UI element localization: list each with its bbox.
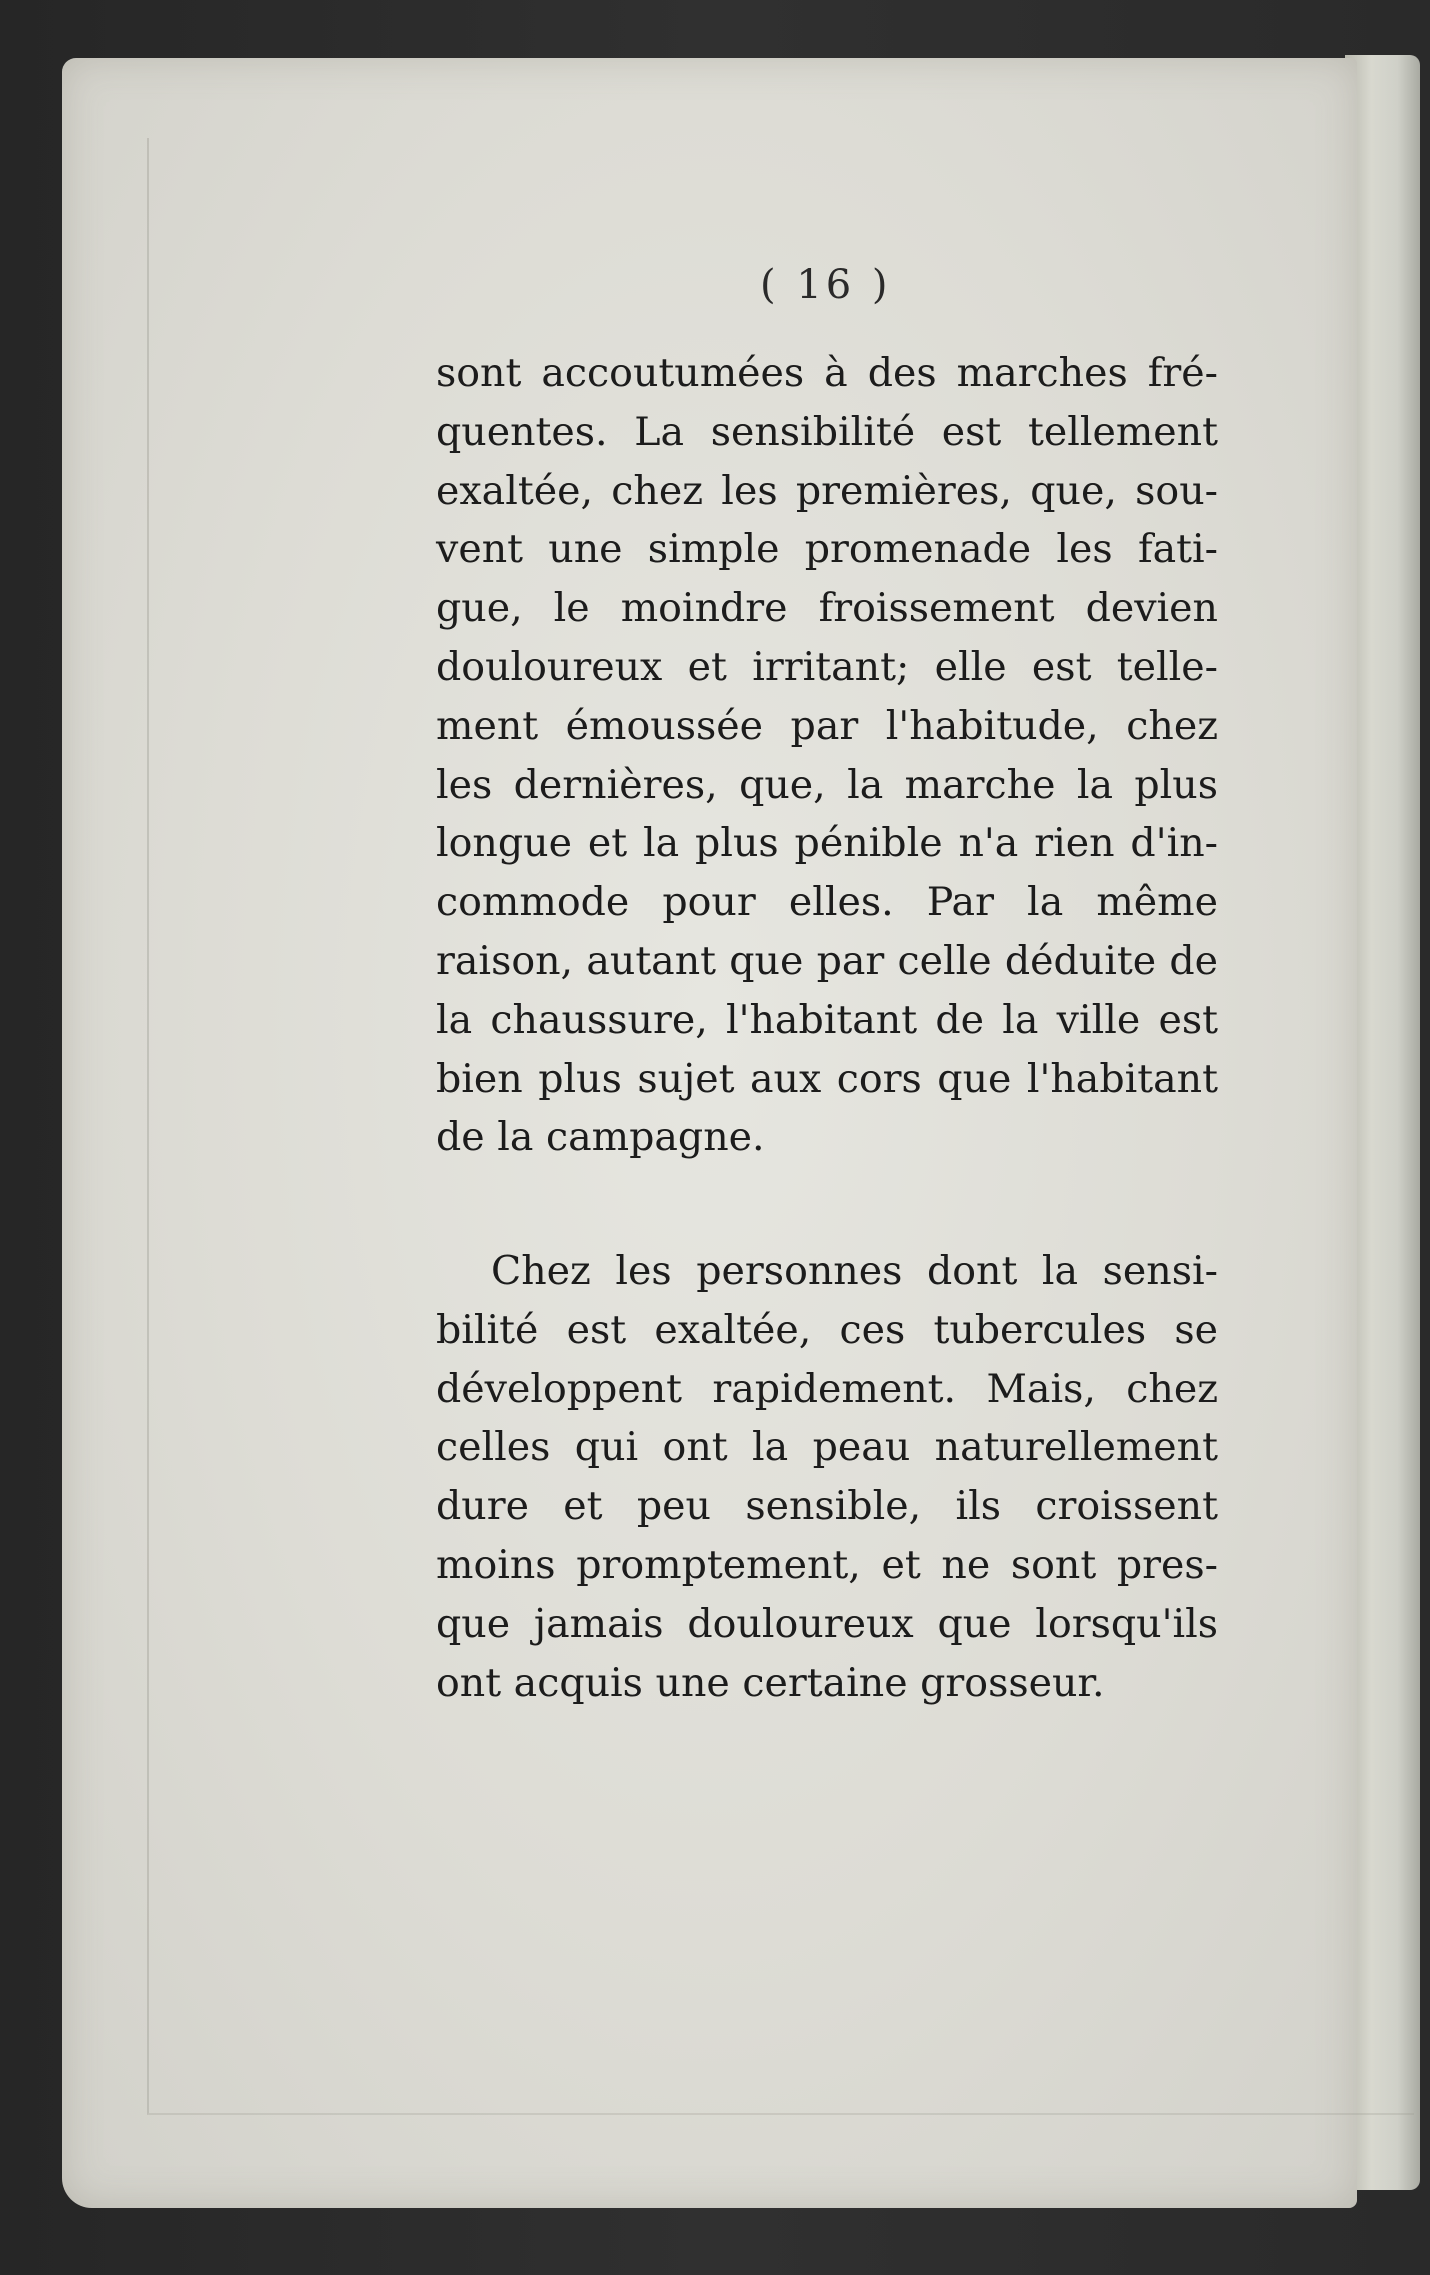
paragraph-2 [436, 1242, 1218, 1712]
text-line: celles qui ont la peau naturellement [436, 1424, 1218, 1471]
text-line: ont acquis une certaine grosseur. [436, 1659, 1105, 1706]
text-line: longue et la plus pénible n'a rien d'in- [436, 820, 1218, 867]
text-line: sont accoutumées à des marches fré- [436, 350, 1218, 396]
text-line: dure et peu sensible, ils croissent [436, 1483, 1218, 1530]
page-number: ( 16 ) [760, 262, 892, 308]
text-line: que jamais douloureux que lorsqu'ils [436, 1600, 1218, 1647]
text-line: exaltée, chez les premières, que, sou- [436, 467, 1218, 514]
text-line: douloureux et irritant; elle est telle- [436, 643, 1218, 690]
text-line: quentes. La sensibilité est tellement [436, 408, 1218, 455]
text-line: ment émoussée par l'habitude, chez [436, 702, 1218, 749]
text-line: de la campagne. [436, 1114, 765, 1161]
text-line: commode pour elles. Par la même [436, 879, 1218, 926]
text-line: moins promptement, et ne sont pres- [436, 1541, 1218, 1588]
text-line: Chez les personnes dont la sensi- [491, 1248, 1218, 1294]
paragraph-1 [436, 344, 1218, 1167]
text-line: vent une simple promenade les fati- [436, 526, 1218, 573]
text-line: gue, le moindre froissement devien [436, 585, 1218, 632]
text-line: développent rapidement. Mais, chez [436, 1365, 1218, 1412]
text-line: bilité est exaltée, ces tubercules se [436, 1306, 1218, 1353]
text-line: la chaussure, l'habitant de la ville est [436, 996, 1218, 1043]
text-line: les dernières, que, la marche la plus [436, 761, 1218, 808]
text-line: raison, autant que par celle déduite de [436, 937, 1218, 984]
text-line: bien plus sujet aux cors que l'habitant [436, 1055, 1218, 1102]
